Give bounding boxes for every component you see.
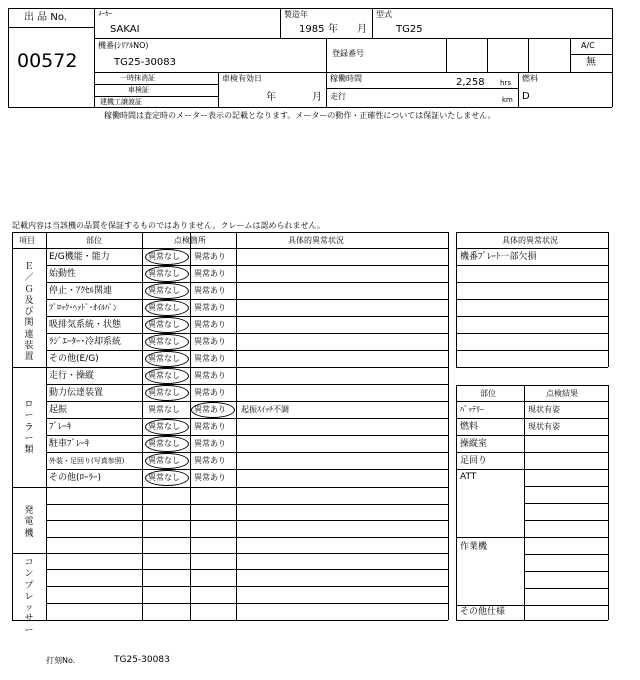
normal-option: 異常なし	[148, 388, 180, 397]
abnormal-option: 異常あり	[194, 405, 226, 414]
part-label: 停止・ｱｸｾﾙ関連	[49, 286, 113, 296]
abnormal-option: 異常あり	[194, 473, 226, 482]
part-label: 起振	[49, 405, 68, 415]
part-label: ﾌﾞﾚｰｷ	[49, 422, 72, 432]
other-spec-label: その他仕様	[460, 607, 506, 617]
mileage-unit: km	[502, 96, 513, 104]
month-unit: 月	[357, 24, 367, 35]
normal-option: 異常なし	[148, 456, 180, 465]
normal-option: 異常なし	[148, 286, 180, 295]
registration-label: 登録番号	[332, 49, 364, 58]
abnormal-option: 異常あり	[194, 422, 226, 431]
normal-option: 異常なし	[148, 439, 180, 448]
col-header-check: 点検箇所	[174, 236, 206, 245]
group-label-compressor: コ ン プ レ ッ サ ー	[24, 558, 34, 636]
selected-circle	[145, 249, 189, 265]
maker-value: SAKAI	[110, 24, 140, 35]
part-label: 吸排気系統・状態	[49, 320, 122, 330]
inspection-year-unit: 年	[266, 92, 276, 103]
selected-circle	[145, 453, 189, 469]
part-label: 動力伝達装置	[49, 388, 104, 398]
work-machine-label: 作業機	[460, 542, 488, 552]
part-label: ﾗｼﾞｴｰﾀｰ･冷却系統	[49, 337, 122, 347]
part-label: 走行・操縦	[49, 371, 95, 381]
normal-option: 異常なし	[148, 473, 180, 482]
results-part: 操縦室	[460, 439, 488, 449]
normal-option: 異常なし	[148, 405, 180, 414]
abnormal-option: 異常あり	[194, 269, 226, 278]
results-value: 現状有姿	[528, 422, 560, 431]
year-value: 1985	[299, 24, 325, 35]
transfer-cert-label: 建機工譲渡証	[100, 98, 142, 106]
fuel-label: 燃料	[522, 74, 538, 83]
model-value: TG25	[396, 24, 423, 35]
hours-label: 稼働時間	[330, 74, 362, 83]
att-label: ATT	[460, 472, 477, 482]
serial-label: 機番(ｼﾘｱﾙNO)	[98, 41, 149, 50]
part-label: 始動性	[49, 269, 77, 279]
inspection-label: 車検有効日	[222, 74, 262, 83]
part-label: その他(E/G)	[49, 354, 99, 364]
abnormal-option: 異常あり	[194, 354, 226, 363]
abnormal-option: 異常あり	[194, 439, 226, 448]
stamp-value: TG25-30083	[114, 655, 170, 665]
selected-circle	[145, 419, 189, 435]
selected-circle	[145, 351, 189, 367]
results-part: 足回り	[460, 456, 488, 466]
abnormal-header: 具体的異常状況	[502, 236, 558, 245]
results-header-result: 点検結果	[546, 389, 578, 398]
selected-circle	[145, 436, 189, 452]
selected-circle	[191, 402, 235, 418]
results-value: 現状有姿	[528, 405, 560, 414]
hours-unit: hrs	[500, 79, 511, 87]
ac-value: 無	[586, 57, 596, 68]
abnormal-option: 異常あり	[194, 371, 226, 380]
meter-note: 稼働時間は査定時のメーター表示の記載となります。メーターの動作・正確性については保証いたしません。	[104, 111, 496, 120]
normal-option: 異常なし	[148, 337, 180, 346]
mileage-label: 走行	[330, 92, 346, 101]
lot-number: 00572	[17, 50, 78, 72]
abnormal-option: 異常あり	[194, 320, 226, 329]
normal-option: 異常なし	[148, 422, 180, 431]
normal-option: 異常なし	[148, 320, 180, 329]
col-header-detail: 具体的異常状況	[288, 236, 344, 245]
col-header-item: 項目	[19, 236, 35, 245]
abnormal-entry: 機番ﾌﾟﾚｰﾄ一部欠損	[460, 252, 537, 262]
fuel-value: D	[522, 91, 530, 102]
abnormal-option: 異常あり	[194, 456, 226, 465]
selected-circle	[145, 266, 189, 282]
group-label-generator: 発 電 機	[24, 506, 34, 539]
part-label: ﾌﾞﾛｯｸ･ﾍｯﾄﾞ･ｵｲﾙﾊﾟﾝ	[49, 303, 117, 312]
serial-value: TG25-30083	[114, 57, 177, 68]
group-label-engine: Ｅ ／ Ｇ 及 び 関 連 装 置	[24, 262, 34, 362]
abnormal-option: 異常あり	[194, 286, 226, 295]
inspection-month-unit: 月	[312, 92, 322, 103]
hours-value: 2,258	[456, 77, 485, 88]
normal-option: 異常なし	[148, 371, 180, 380]
results-part: ﾊﾞｯﾃﾘｰ	[460, 405, 484, 414]
results-header-part: 部位	[480, 389, 496, 398]
ac-label: A/C	[581, 41, 595, 50]
abnormal-option: 異常あり	[194, 337, 226, 346]
stamp-label: 打刻No.	[46, 656, 76, 665]
temp-registration-label: 一時抹消証	[120, 74, 155, 82]
selected-circle	[145, 300, 189, 316]
abnormal-option: 異常あり	[194, 303, 226, 312]
selected-circle	[145, 470, 189, 486]
group-label-roller: ロ ー ラ ー 類	[24, 400, 34, 455]
disclaimer: 記載内容は当該機の品質を保証するものではありません。クレームは認められません。	[12, 221, 325, 230]
normal-option: 異常なし	[148, 269, 180, 278]
part-label: E/G機能・能力	[49, 252, 110, 262]
abnormal-option: 異常あり	[194, 252, 226, 261]
results-part: 燃料	[460, 422, 479, 432]
selected-circle	[145, 283, 189, 299]
selected-circle	[145, 385, 189, 401]
maker-label: ﾒｰｶｰ	[98, 10, 112, 18]
lot-label: 出 品 No.	[24, 12, 67, 23]
selected-circle	[145, 317, 189, 333]
selected-circle	[145, 334, 189, 350]
vehicle-cert-label: 車検証	[128, 86, 149, 94]
selected-circle	[145, 368, 189, 384]
normal-option: 異常なし	[148, 303, 180, 312]
normal-option: 異常なし	[148, 252, 180, 261]
part-label: 駐車ﾌﾞﾚｰｷ	[49, 439, 90, 449]
col-header-part: 部位	[86, 236, 102, 245]
year-unit: 年	[328, 24, 338, 35]
model-label: 型式	[376, 10, 392, 19]
year-label: 製造年	[284, 10, 308, 19]
normal-option: 異常なし	[148, 354, 180, 363]
part-label: その他(ﾛｰﾗｰ)	[49, 473, 102, 483]
abnormal-option: 異常あり	[194, 388, 226, 397]
abnormal-detail: 起振ｽｲｯﾁ不調	[241, 405, 289, 414]
part-label: 外装・足回り(写真参照)	[49, 457, 125, 465]
